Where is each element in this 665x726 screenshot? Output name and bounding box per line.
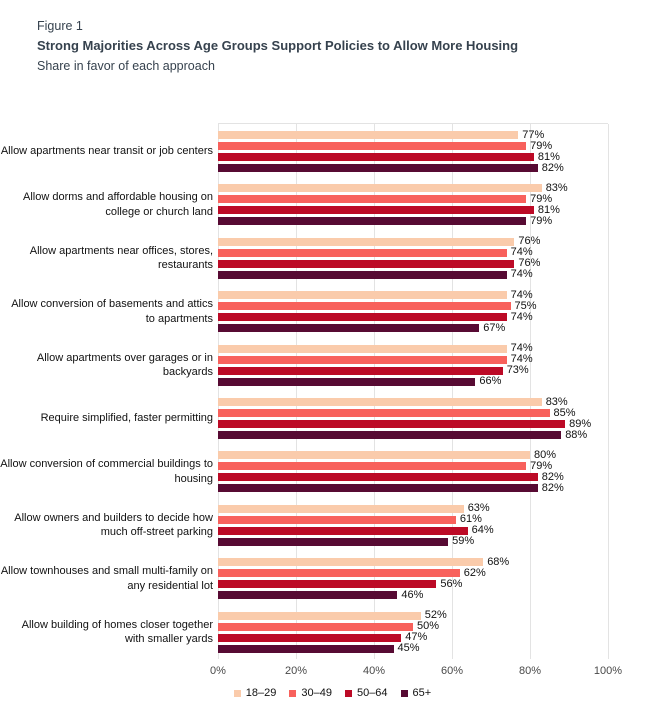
gridline	[608, 124, 609, 659]
bar-18-29	[218, 291, 507, 299]
value-label: 50%	[417, 620, 440, 633]
bar-65+	[218, 538, 448, 546]
value-label: 59%	[452, 535, 475, 548]
legend-swatch	[234, 690, 241, 697]
legend-item-label: 50–64	[356, 687, 388, 699]
value-label: 63%	[467, 502, 490, 515]
bar-50-64	[218, 260, 514, 268]
legend-item-label: 30–49	[301, 687, 332, 699]
bar-18-29	[218, 451, 530, 459]
value-label: 79%	[530, 139, 553, 152]
legend-swatch	[401, 690, 408, 697]
value-label: 62%	[463, 566, 486, 579]
category-label: Allow conversion of basements and attics to apartments	[11, 298, 213, 325]
bar-30-49	[218, 249, 507, 257]
bar-30-49	[218, 462, 526, 470]
value-label: 83%	[545, 181, 568, 194]
x-axis-tick-label: 20%	[284, 665, 308, 677]
gridline	[218, 124, 219, 659]
bar-65+	[218, 431, 561, 439]
value-label: 45%	[397, 642, 420, 655]
chart-header	[37, 16, 637, 76]
bar-50-64	[218, 313, 507, 321]
bar-65+	[218, 591, 397, 599]
bar-30-49	[218, 142, 526, 150]
gridline	[296, 124, 297, 659]
value-label: 80%	[534, 448, 557, 461]
x-axis-tick-label: 40%	[362, 665, 386, 677]
bar-65+	[218, 217, 526, 225]
category-label: Allow apartments over garages or in backyards	[36, 351, 213, 379]
bar-18-29	[218, 131, 518, 139]
value-label: 79%	[530, 459, 553, 472]
value-label: 74%	[510, 310, 533, 323]
category-label: Allow dorms and affordable housing on college or church land	[23, 191, 213, 218]
value-label: 82%	[541, 470, 564, 483]
value-label: 74%	[510, 288, 533, 301]
legend-swatch	[289, 690, 296, 697]
value-label: 66%	[479, 375, 502, 388]
legend-item-label: 65+	[412, 687, 432, 699]
x-axis-tick-label: 60%	[440, 665, 464, 677]
value-label: 85%	[553, 406, 576, 419]
legend	[0, 687, 665, 699]
bar-65+	[218, 378, 475, 386]
bar-18-29	[218, 184, 542, 192]
legend-swatch	[345, 690, 352, 697]
bar-30-49	[218, 409, 550, 417]
bar-18-29	[218, 505, 464, 513]
value-label: 74%	[510, 268, 533, 281]
category-label: Allow building of homes closer together with smaller yards	[21, 618, 213, 646]
bar-30-49	[218, 569, 460, 577]
bar-30-49	[218, 195, 526, 203]
legend-item	[345, 687, 388, 699]
category-label: Allow owners and builders to decide how much off-street parking	[14, 511, 213, 539]
value-label: 74%	[510, 246, 533, 259]
legend-item	[234, 687, 277, 699]
value-label: 47%	[405, 631, 428, 644]
bar-50-64	[218, 580, 436, 588]
x-axis-tick-label: 0%	[210, 665, 226, 677]
value-label: 77%	[522, 128, 545, 141]
category-label: Allow townhouses and small multi-family on any residential lot	[0, 565, 213, 592]
bar-30-49	[218, 356, 507, 364]
legend-item	[289, 687, 332, 699]
bar-50-64	[218, 527, 468, 535]
x-axis-tick-label: 80%	[518, 665, 542, 677]
bar-50-64	[218, 367, 503, 375]
value-label: 61%	[459, 513, 482, 526]
bar-18-29	[218, 345, 507, 353]
bar-65+	[218, 271, 507, 279]
bar-65+	[218, 484, 538, 492]
chart-title: Strong Majorities Across Age Groups Support Policies to Allow More Housing	[37, 38, 519, 53]
bar-18-29	[218, 558, 483, 566]
category-label: Allow apartments near transit or job centers	[0, 145, 213, 158]
category-label: Require simplified, faster permitting	[40, 412, 213, 425]
value-label: 79%	[530, 214, 553, 227]
value-label: 79%	[530, 192, 553, 205]
value-label: 83%	[545, 395, 568, 408]
value-label: 81%	[537, 203, 560, 216]
value-label: 74%	[510, 353, 533, 366]
bar-50-64	[218, 206, 534, 214]
bar-50-64	[218, 634, 401, 642]
bar-30-49	[218, 516, 456, 524]
value-label: 56%	[440, 577, 463, 590]
value-label: 82%	[541, 481, 564, 494]
value-label: 82%	[541, 161, 564, 174]
chart-subtitle: Share in favor of each approach	[37, 59, 215, 73]
value-label: 68%	[487, 555, 510, 568]
bar-30-49	[218, 302, 511, 310]
bar-18-29	[218, 238, 514, 246]
bar-50-64	[218, 153, 534, 161]
x-axis-tick-label: 100%	[593, 665, 623, 677]
value-label: 73%	[506, 364, 529, 377]
value-label: 76%	[518, 235, 541, 248]
value-label: 89%	[569, 417, 592, 430]
figure-label: Figure 1	[37, 19, 83, 33]
value-label: 46%	[401, 588, 424, 601]
value-label: 64%	[471, 524, 494, 537]
bar-30-49	[218, 623, 413, 631]
category-label: Allow conversion of commercial buildings to housing	[0, 458, 213, 485]
bar-65+	[218, 324, 479, 332]
value-label: 75%	[514, 299, 537, 312]
bar-65+	[218, 164, 538, 172]
gridline	[374, 124, 375, 659]
value-label: 67%	[483, 321, 506, 334]
value-label: 74%	[510, 342, 533, 355]
value-label: 76%	[518, 257, 541, 270]
bar-65+	[218, 645, 394, 653]
value-label: 52%	[424, 609, 447, 622]
value-label: 88%	[565, 428, 588, 441]
bar-50-64	[218, 473, 538, 481]
legend-item	[401, 687, 432, 699]
bar-18-29	[218, 398, 542, 406]
bar-50-64	[218, 420, 565, 428]
legend-item-label: 18–29	[245, 687, 277, 699]
value-label: 81%	[537, 150, 560, 163]
bar-18-29	[218, 612, 421, 620]
category-label: Allow apartments near offices, stores, restaurants	[29, 244, 213, 272]
